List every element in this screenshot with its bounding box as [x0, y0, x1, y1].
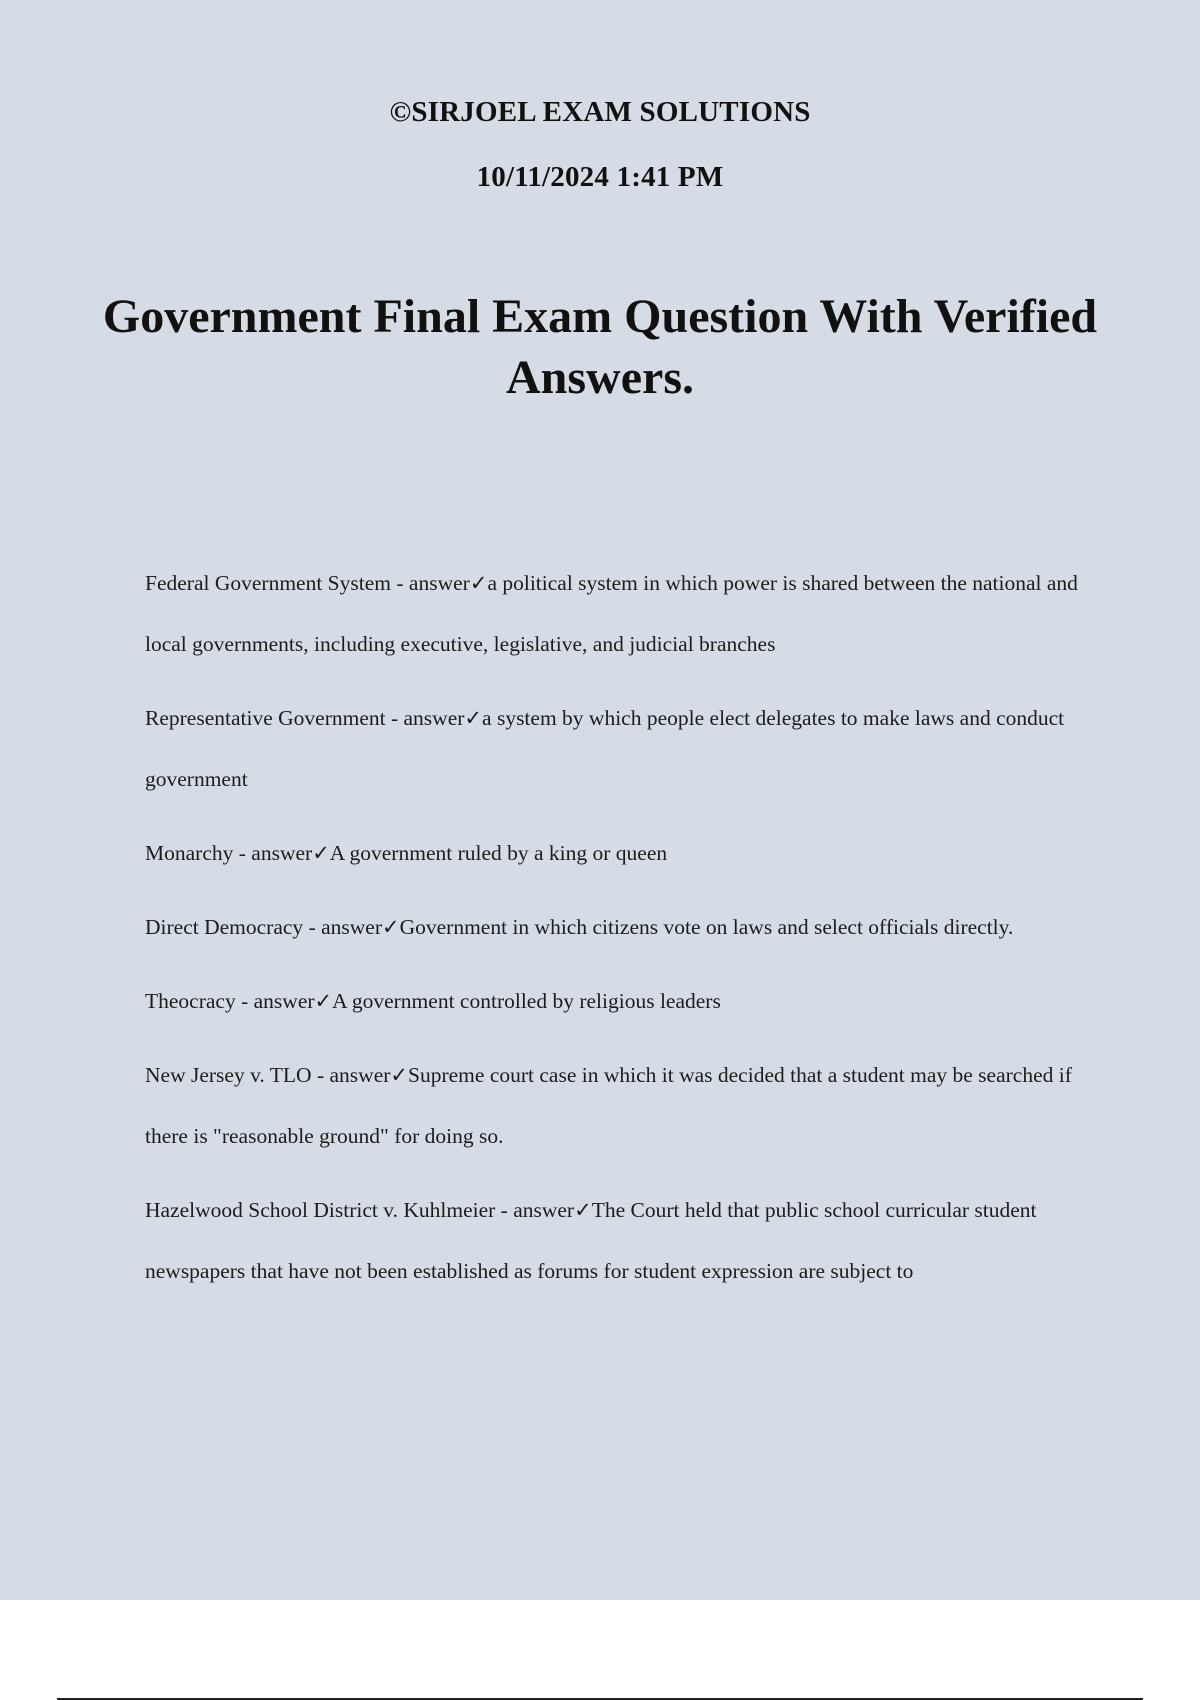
answer-separator: - answer [495, 1198, 575, 1222]
qa-term: Representative Government [145, 706, 386, 730]
qa-item [145, 1180, 1095, 1302]
qa-definition: Supreme court case in which it was decided that a student may be searched if there is "reasonable ground" for doing so. [145, 1063, 1072, 1148]
check-mark-icon: ✓ [469, 571, 488, 595]
qa-definition: A government controlled by religious leaders [332, 989, 721, 1013]
qa-definition: a political system in which power is shared between the national and local governments, including executive, legislative, and judicial branches [145, 571, 1078, 656]
qa-term: New Jersey v. TLO [145, 1063, 312, 1087]
qa-item [145, 1045, 1095, 1167]
qa-item [145, 688, 1095, 810]
qa-list [145, 553, 1095, 1302]
qa-term: Theocracy [145, 989, 236, 1013]
check-mark-icon: ✓ [312, 841, 330, 865]
qa-item [145, 823, 1095, 884]
header-brand: ©SIRJOEL EXAM SOLUTIONS [389, 96, 811, 128]
check-mark-icon: ✓ [464, 706, 483, 730]
qa-term: Federal Government System [145, 571, 392, 595]
qa-definition: The Court held that public school curricular student newspapers that have not been established as forums for student expression are subject to [145, 1198, 1037, 1283]
answer-separator: - answer [303, 915, 382, 939]
document-title: Government Final Exam Question With Verified Answers. [102, 290, 1098, 404]
qa-term: Monarchy [145, 841, 234, 865]
check-mark-icon: ✓ [390, 1063, 409, 1087]
answer-separator: - answer [385, 706, 465, 730]
qa-term: Direct Democracy [145, 915, 304, 939]
page-footer [0, 1600, 1200, 1700]
answer-separator: - answer [391, 571, 470, 595]
qa-definition: a system by which people elect delegates to make laws and conduct government [145, 706, 1065, 791]
check-mark-icon: ✓ [574, 1198, 592, 1222]
qa-definition: Government in which citizens vote on laws and select officials directly. [399, 915, 1014, 939]
check-mark-icon: ✓ [382, 915, 400, 939]
answer-separator: - answer [311, 1063, 391, 1087]
check-mark-icon: ✓ [314, 989, 333, 1013]
qa-item [145, 971, 1095, 1032]
qa-term: Hazelwood School District v. Kuhlmeier [145, 1198, 496, 1222]
answer-separator: - answer [235, 989, 315, 1013]
qa-definition: A government ruled by a king or queen [329, 841, 668, 865]
header-datetime: 10/11/2024 1:41 PM [476, 161, 724, 193]
qa-item [145, 553, 1095, 675]
qa-item [145, 897, 1095, 958]
answer-separator: - answer [233, 841, 313, 865]
